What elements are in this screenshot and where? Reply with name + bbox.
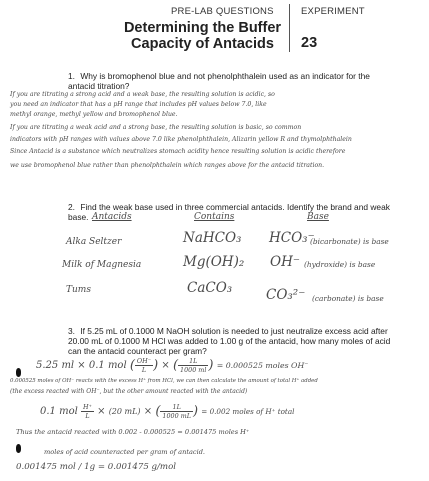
question-number: 1. (68, 71, 75, 81)
answer1-line-2: you need an indicator that has a pH range that includes pH values below 7.0, like (10, 101, 267, 108)
answer3-note-2: (the excess reacted with OH⁻, but the other amount reacted with the antacid) (10, 388, 248, 395)
table-row-3-base-note: (carbonate) is base (312, 294, 384, 303)
answer1-line-6: Since Antacid is a substance which neutralizes stomach acidity hence resulting solution is acidic therefore (10, 148, 346, 155)
hole-punch-icon (16, 368, 21, 377)
header-divider (289, 4, 290, 52)
table-row-1-base-formula: HCO₃⁻ (269, 230, 315, 246)
answer1-line-1: If you are titrating a strong acid and a weak base, the resulting solution is acidic, so (10, 91, 275, 98)
question-number: 3. (68, 326, 75, 336)
eq1-left: 5.25 ml × 0.1 mol (36, 360, 127, 371)
answer1-line-5: indicators with pH ranges with values above 7.0 like phenolphthalein, Alizarin yellow R and thymolphthalein (10, 136, 352, 143)
table-row-1-contains: NaHCO₃ (183, 230, 242, 246)
title-line-1: Determining the Buffer (123, 20, 282, 36)
answer3-moles-line: moles of acid counteracted per gram of antacid. (44, 448, 206, 456)
question-1 (68, 71, 398, 91)
eq1-result: = 0.000525 moles OH⁻ (216, 361, 309, 370)
hole-punch-icon (16, 444, 21, 453)
question-text: If 5.25 mL of 0.1000 M NaOH solution is needed to just neutralize excess acid after 20.00 mL of 0.1000 M HCl was added to 1.00 g of the antacid, how many moles of acid can the antacid counteract per gram? (68, 326, 391, 356)
table-row-3-brand: Tums (66, 285, 91, 295)
table-header-antacids: Antacids (92, 212, 132, 222)
table-row-1-base-note: (bicarbonate) is base (310, 237, 389, 246)
eq2-result: = 0.002 moles of H⁺ total (201, 407, 295, 416)
table-row-2-brand: Milk of Magnesia (62, 260, 142, 270)
answer3-note-1: 0.000525 moles of OH⁻ reacts with the excess H⁺ from HCl, we can then calculate the amount of total H⁺ added (10, 378, 318, 384)
answer3-thus: Thus the antacid reacted with 0.002 - 0.000525 = 0.001475 moles H⁺ (16, 428, 250, 436)
answer1-line-3: methyl orange, methyl yellow and bromophenol blue. (10, 111, 178, 118)
title-line-2: Capacity of Antacids (131, 36, 274, 52)
table-header-contains: Contains (194, 212, 235, 222)
eq2-left: 0.1 mol (40, 406, 78, 417)
eq1-fraction-1: $\frac{OH^-}{L}$ (136, 357, 152, 374)
table-row-3-base-formula: CO₃²⁻ (266, 287, 306, 303)
eq2-mid: (20 mL) (108, 407, 141, 416)
table-row-3-contains: CaCO₃ (187, 280, 233, 296)
answer3-equation-2: 0.1 mol $\frac{H^+}{L}$ × (20 mL) × ( $\frac{1L}{1000 mL}$ ) = 0.002 moles of H⁺ total (40, 403, 295, 420)
question-text: Why is bromophenol blue and not phenolphthalein used as an indicator for the antacid titration? (68, 71, 370, 91)
table-header-base: Base (307, 212, 329, 222)
question-text: Find the weak base used in three commercial antacids. Identify the brand and weak base. (68, 202, 390, 222)
answer1-line-7: we use bromophenol blue rather than phenolphthalein which ranges above for the antacid titration. (10, 162, 325, 169)
question-number: 2. (68, 202, 75, 212)
experiment-label: EXPERIMENT (301, 6, 365, 17)
table-row-1-brand: Alka Seltzer (66, 237, 122, 247)
pre-lab-label: PRE-LAB QUESTIONS (171, 6, 274, 17)
eq1-fraction-2: $\frac{1L}{1000 ml}$ (180, 357, 207, 374)
experiment-number: 23 (301, 35, 318, 51)
answer3-final: 0.001475 mol / 1g = 0.001475 g/mol (16, 462, 177, 472)
table-row-2-base-note: (hydroxide) is base (304, 260, 376, 269)
table-row-2-base-formula: OH⁻ (270, 254, 300, 270)
eq2-fraction-1: $\frac{H^+}{L}$ (82, 403, 92, 420)
answer3-equation-1: 5.25 ml × 0.1 mol ( $\frac{OH^-}{L}$ ) × ( $\frac{1L}{1000 ml}$ ) = 0.000525 moles OH⁻ (36, 357, 309, 374)
page-title (120, 20, 285, 52)
answer1-line-4: If you are titrating a weak acid and a strong base, the resulting solution is basic, so common (10, 124, 302, 131)
question-3 (68, 326, 398, 356)
table-row-2-contains: Mg(OH)₂ (183, 254, 245, 270)
eq2-fraction-2: $\frac{1L}{1000 mL}$ (162, 403, 191, 420)
